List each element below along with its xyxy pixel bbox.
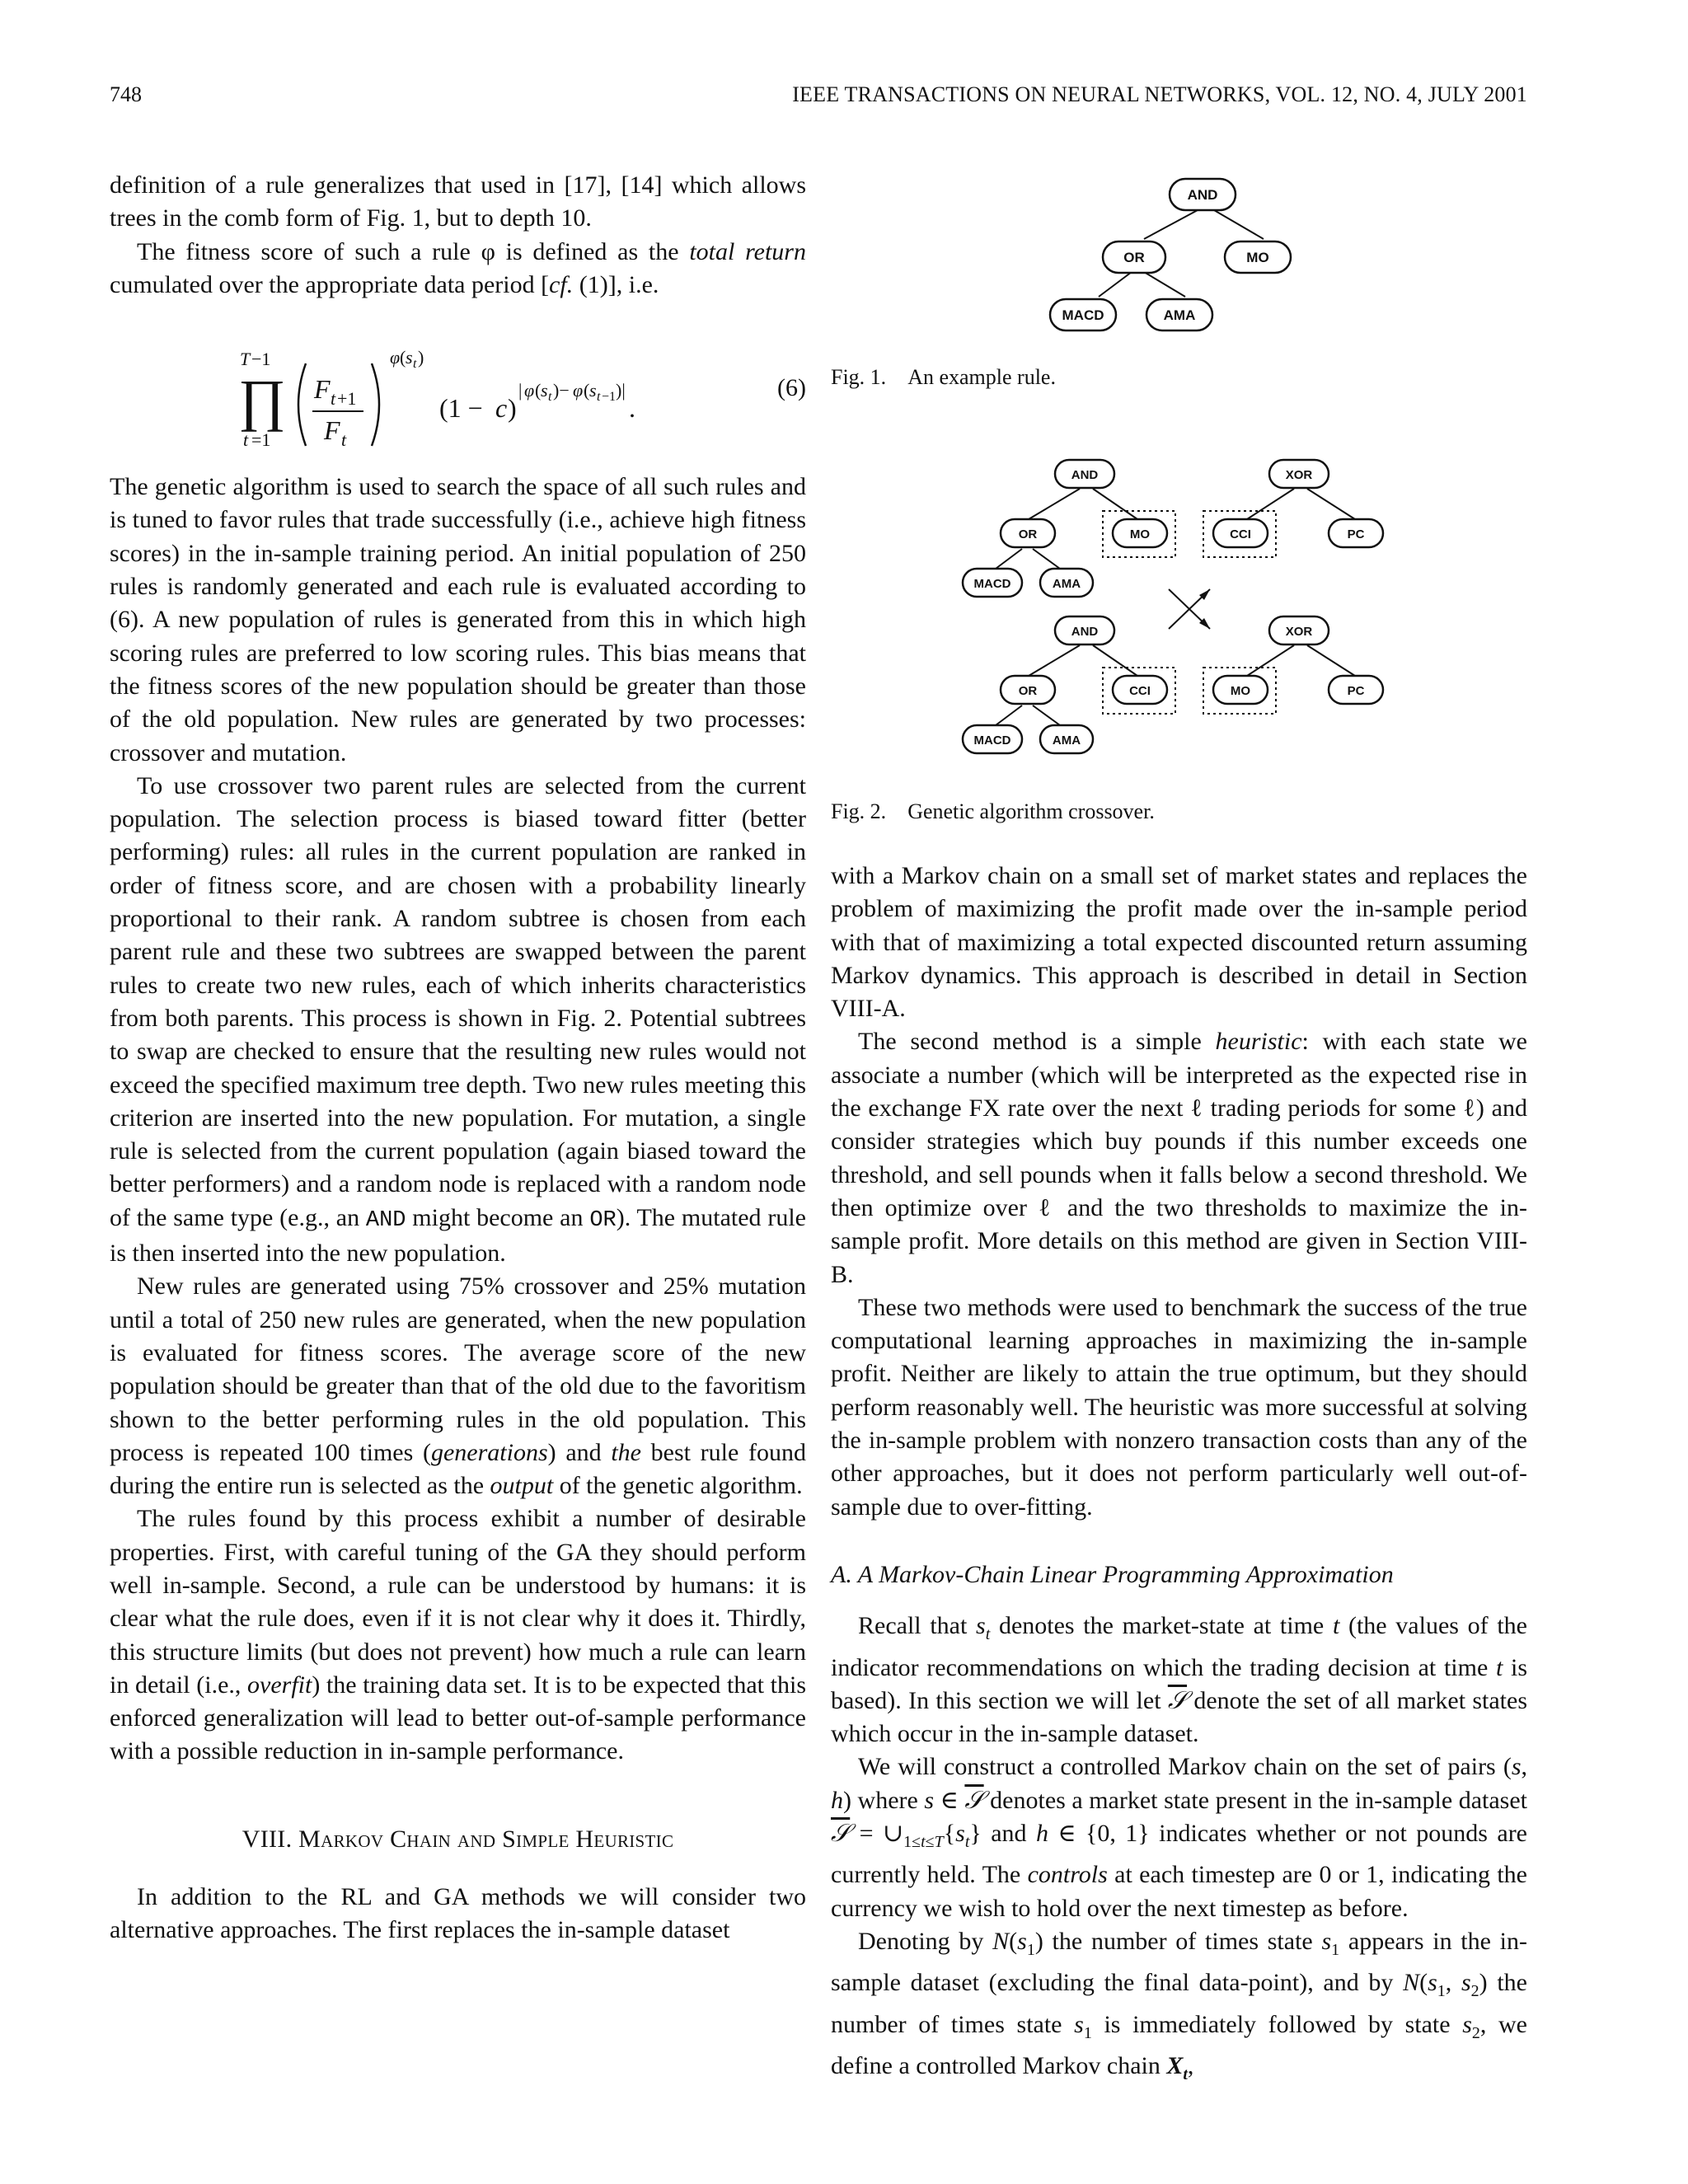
paragraph: The rules found by this process exhibit a number of desirable properties. First, with careful tuning of the GA they should perform well in-sample. Second, a rule can be understood by humans: it is clear what the rule does, even if it is not clear why it does it. Thirdly, this structure limits (but does not prevent) how much a rule can learn in detail (i.e., overfit) the training data set. It is to be expected that this enforced generalization will lead to better out-of-sample performance with a possible reduction in in-sample performance. <box>110 1505 806 1765</box>
fig2-tl-mo: MO <box>1129 527 1151 541</box>
svg-text:∏: ∏ <box>238 369 286 434</box>
fig1-caption: Fig. 1. An example rule. <box>831 365 1056 389</box>
fig2-br-pc: PC <box>1347 684 1365 698</box>
figure-1 <box>831 169 1527 390</box>
fig1-node-macd: MACD <box>1062 307 1104 323</box>
fig2-bl-ama: AMA <box>1052 733 1081 748</box>
fig2-tr-cci: CCI <box>1230 527 1251 541</box>
svg-text:F: F <box>314 374 331 405</box>
fig1-node-or: OR <box>1123 250 1145 265</box>
svg-text:c: c <box>495 393 508 424</box>
svg-text:t: t <box>341 429 347 451</box>
svg-text:): ) <box>508 393 517 424</box>
svg-text:F: F <box>324 415 340 446</box>
fig2-crossover-diagram <box>831 452 1527 765</box>
svg-text:.: . <box>629 393 635 424</box>
paragraph: New rules are generated using 75% crossover and 25% mutation until a total of 250 new rules are generated, when the new population is evaluated for fitness scores. The average score of the new population should be greater than that of the old due to the favoritism shown to the better performing rules in the old population. This process is repeated 100 times (generations) and the best rule found during the entire run is selected as the output of the genetic algorithm. <box>110 1272 806 1500</box>
fig1-node-and: AND <box>1187 187 1218 203</box>
svg-text:s: s <box>406 347 413 368</box>
fig2-bl-macd: MACD <box>973 733 1011 748</box>
section-heading: VIII. Markov Chain and Simple Heuristic <box>241 1825 674 1853</box>
paragraph: Denoting by $N(s_1)$ the number of times state $s_1$ appears in the in-sample dataset (excluding the final data-point), and by $N(s_1$, $s_2$) the number of times state $s_1$ is immediately followed by state $s_2$, we define a controlled Markov chain $X_t$, <box>831 1927 1527 2083</box>
paragraph: The fitness score of such a rule φ is defined as the total return cumulated over the appropriate data period [cf. (1)], i.e. <box>110 237 806 298</box>
svg-text:(: ( <box>584 380 590 401</box>
subsection-heading: A. A Markov-Chain Linear Programming Approximation <box>831 1560 1394 1588</box>
paragraph: To use crossover two parent rules are selected from the current population. The selection process is biased toward fitter (better performing) rules: all rules in the current population are ranked in order of fitness score, and are chosen with a probability linearly proportional to their rank. A random subtree is chosen from each parent rule and these two subtrees are swapped between the parent rules to create two new rules, each of which inherits characteristics from both parents. This process is shown in Fig. 2. Potential subtrees to swap are checked to ensure that the resulting new rules would not exceed the specified maximum tree depth. Two new rules meeting this criterion are inserted into the new population. For mutation, a single rule is selected from the current population (again biased toward the better performers) and a random node is replaced with a random node of the same type (e.g., an AND might become an OR). The mutated rule is then inserted into the new population. <box>110 771 806 1268</box>
journal-title: IEEE TRANSACTIONS ON NEURAL NETWORKS, VOL. 12, NO. 4, JULY 2001 <box>792 82 1527 106</box>
fig2-tl-macd: MACD <box>973 577 1011 591</box>
fig2-bl-cci: CCI <box>1129 684 1151 698</box>
left-column <box>110 169 806 1947</box>
fig2-tl-ama: AMA <box>1052 577 1081 591</box>
paragraph: The genetic algorithm is used to search the space of all such rules and is tuned to favor rules that trade successfully (i.e., achieve high fitness scores) in the in-sample training period. An initial population of 250 rules is randomly generated and each rule is evaluated according to (6). A new population of rules is generated from this in which high scoring rules are preferred to low scoring rules. This bias means that the fitness scores of the new population should be greater than those of the old population. New rules are generated by two processes: crossover and mutation. <box>110 473 806 766</box>
fig2-bl-or: OR <box>1018 684 1038 698</box>
running-header <box>110 82 1527 115</box>
svg-text:φ: φ <box>573 380 584 401</box>
svg-text:): ) <box>418 347 424 368</box>
fig2-tl-or: OR <box>1018 527 1038 541</box>
paragraph: In addition to the RL and GA methods we will consider two alternative approaches. The first replaces the in-sample dataset <box>110 1883 806 1944</box>
paragraph: We will construct a controlled Markov chain on the set of pairs (s, h) where s ∈ 𝒮 denotes a market state present in the in-sample dataset 𝒮 = $\cup_{1\le t\le T}\{s_t\}$ and h ∈ {0, 1} indicates whether or not pounds are currently held. The controls at each timestep are 0 or 1, indicating the currency we wish to hold over the next timestep as before. <box>831 1753 1528 1922</box>
svg-text:φ: φ <box>390 347 401 368</box>
page-number: 748 <box>110 82 142 106</box>
fig2-tr-xor: XOR <box>1285 468 1313 482</box>
paragraph: These two methods were used to benchmark the success of the true computational learning approaches in maximizing the in-sample profit. Neither are likely to attain the true optimum, but they should perform reasonably well. The heuristic was more successful at solving the in-sample problem with nonzero transaction costs than any of the other approaches, but it does not perform particularly well out-of-sample due to over-fitting. <box>831 1293 1527 1521</box>
svg-text:|: | <box>518 380 523 401</box>
svg-text:)|: )| <box>616 380 626 401</box>
fig2-br-mo: MO <box>1230 684 1251 698</box>
paragraph: The second method is a simple heuristic: with each state we associate a number (which will be interpreted as the expected rise in the exchange FX rate over the next ℓ trading periods for some ℓ) and consider strategies which buy pounds if this number exceeds one threshold, and sell pounds when it falls below a second threshold. We then optimize over ℓ and the two thresholds to maximize the in-sample profit. More details on this method are given in Section VIII-B. <box>831 1028 1527 1288</box>
equation-number: (6) <box>777 374 806 402</box>
figure-2 <box>831 452 1527 824</box>
svg-text:t: t <box>597 390 601 405</box>
svg-text:)−: )− <box>553 380 570 401</box>
svg-text:T: T <box>240 349 251 370</box>
svg-text:φ: φ <box>524 380 535 401</box>
paragraph: definition of a rule generalizes that used in [17], [14] which allows trees in the comb form of Fig. 1, but to depth 10. <box>110 171 806 232</box>
svg-text:(: ( <box>535 380 542 401</box>
fig2-tr-pc: PC <box>1347 527 1365 541</box>
svg-text:(: ( <box>400 347 406 368</box>
paragraph: with a Markov chain on a small set of market states and replaces the problem of maximizing the profit made over the in-sample period with that of maximizing a total expected discounted return assuming Markov dynamics. This approach is described in detail in Section VIII-A. <box>831 862 1527 1023</box>
equation-formula <box>233 330 695 471</box>
fig2-tl-and: AND <box>1071 468 1099 482</box>
right-column <box>831 860 1527 2091</box>
svg-text:(1 −: (1 − <box>439 393 483 424</box>
svg-text:s: s <box>589 380 597 401</box>
svg-text:=1: =1 <box>251 429 271 451</box>
equation-6 <box>110 318 806 471</box>
svg-text:t: t <box>548 390 552 405</box>
svg-text:t: t <box>243 429 249 451</box>
svg-text:+1: +1 <box>337 388 357 410</box>
svg-text:−1: −1 <box>602 390 617 405</box>
svg-text:s: s <box>541 380 548 401</box>
svg-text:t: t <box>331 388 336 410</box>
fig1-node-mo: MO <box>1246 250 1269 265</box>
fig1-tree <box>831 169 1527 367</box>
fig2-br-xor: XOR <box>1285 625 1313 639</box>
fig2-caption: Fig. 2. Genetic algorithm crossover. <box>831 799 1155 823</box>
svg-text:−1: −1 <box>251 349 271 370</box>
paragraph: Recall that $s_t$ denotes the market-state at time t (the values of the indicator recommendations on which the trading decision at time t is based). In this section we will let 𝒮 denote the set of all market states which occur in the in-sample dataset. <box>831 1612 1528 1748</box>
fig2-bl-and: AND <box>1071 625 1099 639</box>
fig1-node-ama: AMA <box>1163 307 1196 323</box>
svg-text:t: t <box>413 357 417 372</box>
